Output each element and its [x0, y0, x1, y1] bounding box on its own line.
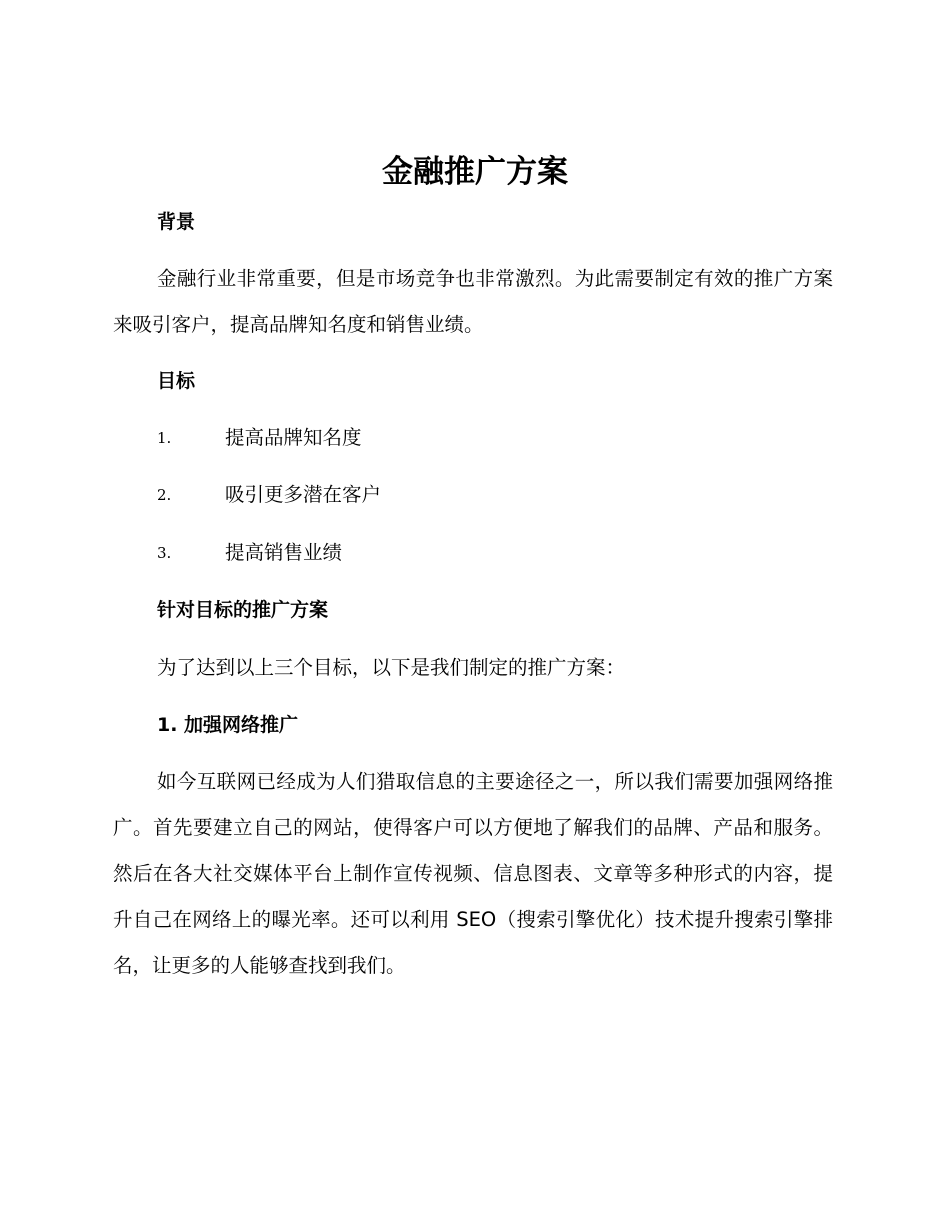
network-promotion-paragraph: 如今互联网已经成为人们猎取信息的主要途径之一，所以我们需要加强网络推广。首先要建立自己的网站，使得客户可以方便地了解我们的品牌、产品和服务。然后在各大社交媒体平台上制作宣传视频、信息图表、文章等多种形式的内容，提升自己在网络上的曝光率。还可以利用 SEO（搜索引擎优化）技术提升搜索引擎排名，让更多的人能够查找到我们。 [113, 770, 833, 977]
plan-intro: 为了达到以上三个目标，以下是我们制定的推广方案： [157, 656, 626, 679]
network-promotion-heading: 1. 加强网络推广 [157, 714, 299, 736]
goal-item-text: 吸引更多潜在客户 [225, 483, 382, 506]
goal-item [157, 424, 757, 452]
goal-item [157, 481, 757, 509]
goals-heading: 目标 [157, 370, 196, 392]
goal-item-number: 3. [157, 544, 172, 562]
goal-item [157, 539, 757, 567]
background-heading: 背景 [157, 211, 196, 233]
background-paragraph: 金融行业非常重要，但是市场竞争也非常激烈。为此需要制定有效的推广方案来吸引客户，提高品牌知名度和销售业绩。 [113, 267, 833, 336]
document-title: 金融推广方案 [382, 154, 568, 190]
goal-item-number: 2. [157, 486, 172, 504]
goal-item-number: 1. [157, 429, 172, 447]
goal-item-text: 提高品牌知名度 [225, 426, 362, 449]
plan-heading: 针对目标的推广方案 [157, 599, 329, 621]
goal-item-text: 提高销售业绩 [225, 541, 343, 564]
